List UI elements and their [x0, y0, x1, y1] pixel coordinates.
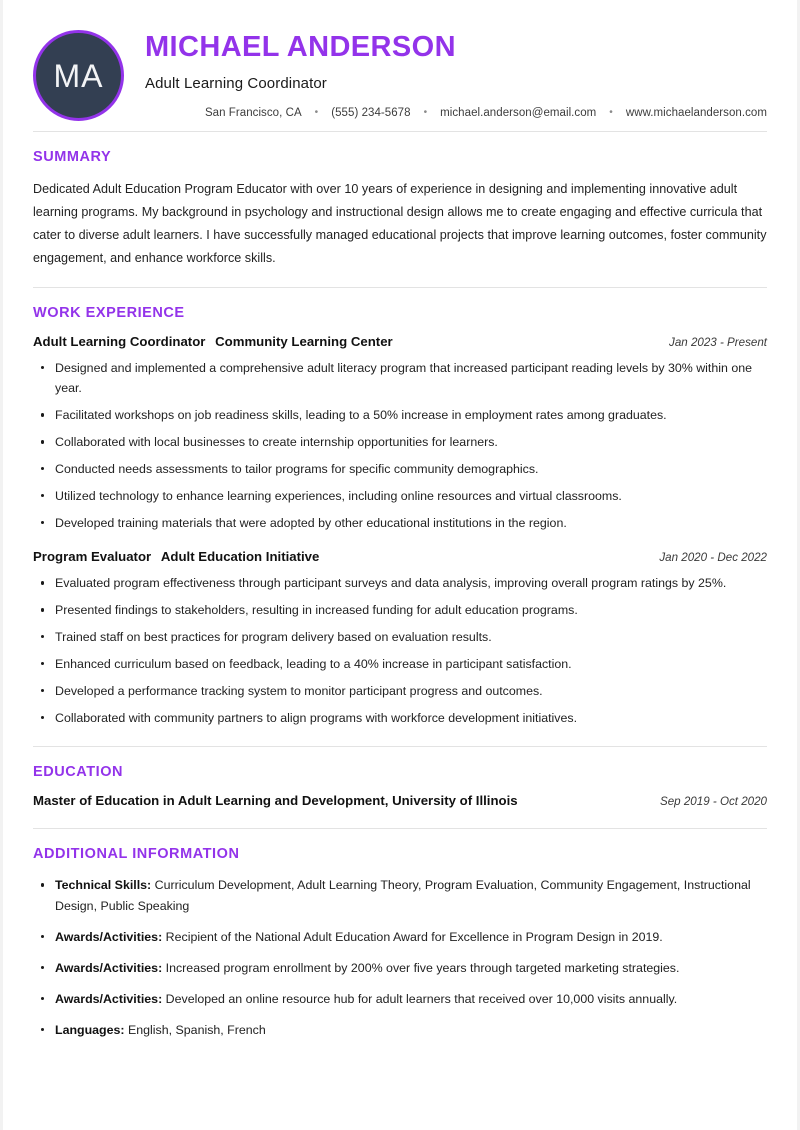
bullet-item: Designed and implemented a comprehensive adult literacy program that increased participant reading levels by 30% within one year. [33, 358, 767, 400]
education-dates: Sep 2019 - Oct 2020 [660, 795, 767, 809]
contact-location: San Francisco, CA [204, 107, 302, 120]
resume-header [33, 0, 767, 131]
section-title-additional-information: ADDITIONAL INFORMATION [33, 846, 240, 863]
contact-separator-icon: • [423, 107, 428, 119]
info-item [33, 927, 767, 948]
section-title-education: EDUCATION [33, 764, 124, 781]
bullet-item: Collaborated with local businesses to create internship opportunities for learners. [33, 432, 767, 453]
education-degree: Master of Education in Adult Learning and Development, University of Illinois [33, 793, 518, 809]
avatar [33, 30, 124, 121]
bullet-item: Collaborated with community partners to align programs with workforce development initiatives. [33, 708, 767, 729]
work-entry-bullets [33, 573, 767, 728]
candidate-name: MICHAEL ANDERSON [145, 31, 456, 63]
work-entry-heading [33, 334, 393, 349]
info-item-label: Awards/Activities: [55, 960, 163, 975]
contact-phone: (555) 234-5678 [331, 107, 411, 120]
work-entry-company: Adult Education Initiative [160, 549, 320, 565]
info-item-value: English, Spanish, French [128, 1022, 266, 1037]
work-entry-company: Community Learning Center [215, 333, 393, 349]
info-item-label: Languages: [55, 1022, 125, 1037]
work-entry-position: Program Evaluator [33, 549, 152, 565]
bullet-item: Developed training materials that were adopted by other educational institutions in the region. [33, 513, 767, 534]
section-additional-information [33, 829, 767, 1080]
info-item [33, 989, 767, 1010]
info-item [33, 1020, 767, 1041]
additional-info-list [33, 875, 767, 1040]
bullet-item: Facilitated workshops on job readiness skills, leading to a 50% increase in employment rates among graduates. [33, 405, 767, 426]
avatar-initials: MA [53, 57, 104, 94]
info-item-label: Technical Skills: [55, 878, 152, 893]
header-text-block [124, 26, 767, 119]
work-entry [33, 549, 767, 728]
info-item-label: Awards/Activities: [55, 930, 163, 945]
section-summary [33, 132, 767, 287]
bullet-item: Presented findings to stakeholders, resulting in increased funding for adult education programs. [33, 600, 767, 621]
work-entry-position: Adult Learning Coordinator [33, 333, 206, 349]
section-education [33, 747, 767, 828]
work-entry-dates: Jan 2023 - Present [669, 335, 767, 349]
info-item [33, 958, 767, 979]
contact-website[interactable]: www.michaelanderson.com [625, 107, 767, 120]
info-item [33, 875, 767, 917]
work-entry-bullets [33, 358, 767, 534]
summary-text: Dedicated Adult Education Program Educator with over 10 years of experience in designing and implementing innovative adult learning programs. My background in psychology and instructional design allows me to create engaging and effective curricula that cater to diverse adult learners. I have successfully managed educational projects that improve learning outcomes, foster community engagement, and enhance workforce skills. [33, 182, 767, 265]
contact-email[interactable]: michael.anderson@email.com [440, 107, 597, 120]
work-entry-header [33, 549, 767, 564]
bullet-item: Utilized technology to enhance learning experiences, including online resources and virtual classrooms. [33, 486, 767, 507]
section-title-work-experience: WORK EXPERIENCE [33, 304, 185, 321]
section-title-summary: SUMMARY [33, 149, 112, 165]
work-entry-dates: Jan 2020 - Dec 2022 [659, 551, 767, 565]
bullet-item: Developed a performance tracking system to monitor participant progress and outcomes. [33, 681, 767, 702]
bullet-item: Conducted needs assessments to tailor programs for specific community demographics. [33, 459, 767, 480]
contact-separator-icon: • [314, 107, 319, 119]
info-item-label: Awards/Activities: [55, 991, 163, 1006]
work-entry-header [33, 334, 767, 349]
info-item-value: Increased program enrollment by 200% over five years through targeted marketing strategies. [165, 960, 680, 975]
contact-row [145, 107, 767, 119]
bullet-item: Evaluated program effectiveness through participant surveys and data analysis, improving overall program ratings by 25%. [33, 573, 767, 594]
work-entry [33, 334, 767, 534]
info-item-value: Curriculum Development, Adult Learning Theory, Program Evaluation, Community Engagement, Instructional Design, Public Speaking [55, 878, 751, 914]
info-item-value: Developed an online resource hub for adult learners that received over 10,000 visits annually. [165, 991, 678, 1006]
section-work-experience [33, 288, 767, 747]
education-entry [33, 793, 767, 808]
bullet-item: Enhanced curriculum based on feedback, leading to a 40% increase in participant satisfaction. [33, 654, 767, 675]
bullet-item: Trained staff on best practices for program delivery based on evaluation results. [33, 627, 767, 648]
contact-separator-icon: • [609, 107, 613, 119]
info-item-value: Recipient of the National Adult Education Award for Excellence in Program Design in 2019. [165, 930, 663, 945]
work-entry-heading [33, 549, 319, 564]
education-entry-header [33, 793, 767, 808]
candidate-job-title: Adult Learning Coordinator [145, 75, 327, 93]
